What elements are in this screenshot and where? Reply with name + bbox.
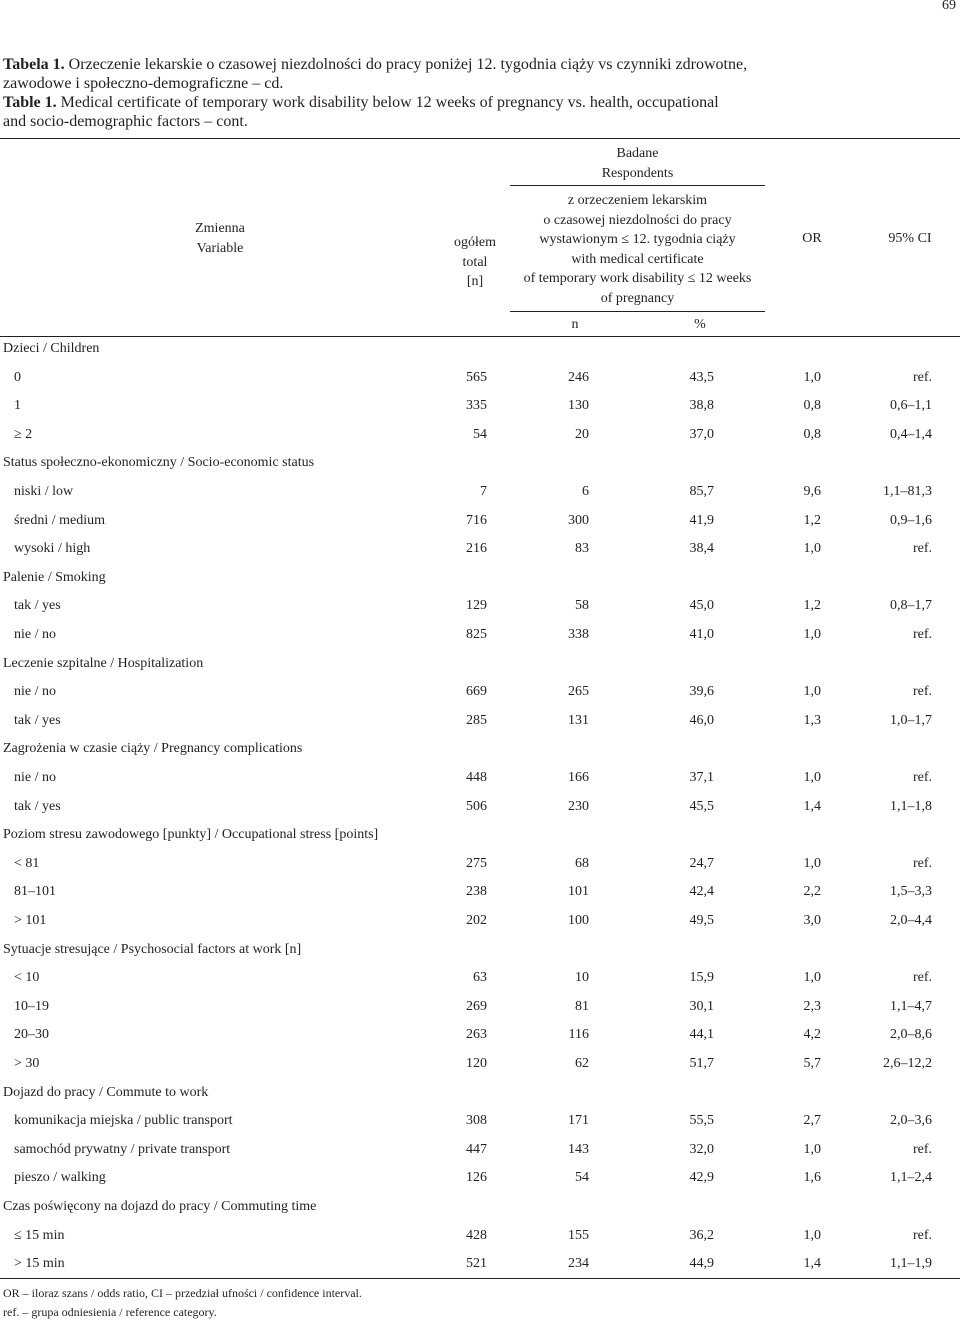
cell-n: 58 (575, 598, 589, 614)
cell-or: 1,0 (803, 627, 821, 642)
caption-en-line2: and socio-demographic factors – cont. (3, 113, 248, 130)
cell-n: 10 (575, 970, 589, 986)
row-label: pieszo / walking (14, 1170, 106, 1186)
cell-ci: 2,0–8,6 (890, 1027, 932, 1043)
cell-total: 335 (466, 398, 487, 414)
cell-or: 1,0 (803, 684, 821, 700)
cell-total: 216 (466, 541, 487, 557)
cell-ci: ref. (912, 1227, 932, 1243)
section-title: Leczenie szpitalne / Hospitalization (3, 655, 204, 671)
cell-ci: 1,1–1,8 (890, 798, 932, 814)
cell-n: 130 (568, 398, 589, 414)
cell-total: 716 (466, 512, 487, 528)
page-number: 69 (942, 0, 956, 13)
cell-pct: 39,6 (689, 684, 714, 700)
cell-n: 246 (568, 369, 589, 385)
cell-ci: ref. (912, 770, 932, 785)
cell-pct: 51,7 (689, 1056, 714, 1071)
cell-pct: 42,9 (689, 1170, 714, 1186)
row-label: < 81 (14, 855, 40, 871)
cell-n: 171 (568, 1113, 589, 1129)
section-title: Palenie / Smoking (3, 569, 106, 585)
section-title: Status społeczno-ekonomiczny / Socio-economic status (3, 455, 315, 471)
cell-total: 238 (466, 884, 487, 900)
header-or: OR (802, 231, 822, 246)
cell-or: 3,0 (803, 913, 821, 928)
cell-total: 428 (466, 1227, 487, 1243)
section-title: Czas poświęcony na dojazd do pracy / Commuting time (3, 1199, 317, 1214)
cell-pct: 44,1 (689, 1027, 714, 1043)
row-label: > 15 min (14, 1256, 65, 1272)
cell-ci: ref. (912, 627, 932, 642)
row-label: ≥ 2 (14, 426, 33, 442)
cell-n: 338 (568, 627, 589, 642)
cell-total: 521 (466, 1256, 487, 1272)
cell-n: 20 (575, 426, 589, 442)
caption-pl-label: Tabela 1. (3, 56, 65, 73)
cell-or: 1,0 (803, 970, 821, 986)
cell-or: 1,0 (803, 855, 821, 871)
cell-pct: 45,0 (689, 598, 714, 614)
cell-n: 131 (568, 712, 589, 728)
cell-or: 1,0 (803, 1227, 821, 1243)
row-label: komunikacja miejska / public transport (14, 1113, 233, 1129)
cell-total: 447 (466, 1141, 487, 1157)
header-percent: % (694, 317, 706, 332)
header-cert-line5: of temporary work disability ≤ 12 weeks (523, 271, 752, 286)
cell-total: 565 (466, 369, 487, 385)
cell-ci: 2,6–12,2 (883, 1056, 932, 1071)
cell-or: 1,0 (803, 369, 821, 385)
header-cert-line1: z orzeczeniem lekarskim (567, 193, 708, 208)
cell-pct: 30,1 (689, 998, 714, 1014)
header-cert-line4: with medical certificate (571, 251, 704, 267)
cell-total: 7 (480, 484, 487, 499)
cell-ci: 0,8–1,7 (890, 598, 932, 614)
table-top-rule (0, 138, 960, 139)
cell-total: 275 (466, 855, 487, 871)
cell-pct: 37,0 (689, 426, 714, 442)
header-cert-line6: of pregnancy (600, 290, 675, 306)
cell-pct: 43,5 (689, 369, 714, 385)
row-label: nie / no (14, 627, 56, 642)
cell-ci: 0,9–1,6 (890, 512, 932, 528)
row-label: 20–30 (14, 1027, 49, 1043)
row-label: 81–101 (14, 884, 56, 900)
cell-total: 126 (466, 1170, 487, 1186)
cell-pct: 24,7 (689, 855, 714, 871)
cell-n: 265 (568, 684, 589, 700)
cell-pct: 45,5 (689, 798, 714, 814)
cell-ci: 1,1–81,3 (883, 484, 932, 499)
caption-pl-text: Orzeczenie lekarskie o czasowej niezdolności do pracy poniżej 12. tygodnia ciąży vs czynniki zdrowotne, (64, 56, 748, 73)
cell-n: 155 (568, 1227, 589, 1243)
section-title: Poziom stresu zawodowego [punkty] / Occupational stress [points] (3, 827, 379, 843)
cell-n: 166 (568, 770, 589, 785)
row-label: < 10 (14, 970, 40, 986)
header-total-unit: [n] (466, 274, 484, 289)
cell-pct: 46,0 (689, 712, 714, 728)
caption-en-label: Table 1. (3, 94, 57, 111)
cell-total: 54 (473, 426, 487, 442)
cell-or: 5,7 (803, 1056, 821, 1071)
cell-or: 2,2 (803, 884, 821, 900)
row-label: 1 (14, 398, 21, 414)
cell-ci: ref. (912, 541, 932, 557)
header-respondents-en: Respondents (601, 165, 674, 181)
header-cert-line3: wystawionym ≤ 12. tygodnia ciąży (539, 232, 736, 247)
cell-n: 101 (568, 884, 589, 900)
header-ci: 95% CI (888, 231, 932, 246)
respondents-rule (510, 185, 765, 186)
footnote-line1: OR – iloraz szans / odds ratio, CI – przedział ufności / confidence interval. (3, 1286, 362, 1300)
cell-pct: 49,5 (689, 913, 714, 928)
row-label: tak / yes (14, 798, 61, 814)
cell-or: 1,0 (803, 541, 821, 557)
section-title: Sytuacje stresujące / Psychosocial factors at work [n] (3, 941, 302, 957)
header-total-en: total (462, 254, 488, 270)
cell-or: 9,6 (803, 484, 821, 499)
row-label: nie / no (14, 684, 56, 700)
header-cert-line2: o czasowej niezdolności do pracy (543, 212, 732, 228)
cell-n: 6 (582, 484, 589, 499)
cell-pct: 41,9 (689, 512, 714, 528)
cell-n: 300 (568, 512, 589, 528)
cell-or: 1,2 (803, 598, 821, 614)
cell-n: 54 (575, 1170, 589, 1186)
table-bottom-rule (0, 1278, 960, 1279)
caption-pl-line2: zawodowe i społeczno-demograficzne – cd. (3, 75, 284, 92)
cell-ci: ref. (912, 1141, 932, 1157)
cell-or: 0,8 (803, 398, 821, 414)
cell-total: 263 (466, 1027, 487, 1043)
cell-ci: ref. (912, 970, 932, 986)
row-label: 0 (14, 369, 21, 385)
row-label: samochód prywatny / private transport (14, 1141, 231, 1157)
row-label: 10–19 (14, 998, 49, 1014)
cell-pct: 42,4 (689, 884, 714, 900)
cell-or: 2,7 (803, 1113, 821, 1129)
cell-total: 63 (473, 970, 487, 986)
cell-n: 143 (568, 1141, 589, 1157)
row-label: tak / yes (14, 598, 61, 614)
cell-ci: 1,1–4,7 (890, 998, 932, 1014)
cell-total: 448 (466, 770, 487, 785)
cell-pct: 15,9 (689, 970, 714, 986)
cell-n: 68 (575, 855, 589, 871)
header-variable (140, 219, 300, 258)
cell-total: 129 (466, 598, 487, 614)
cell-pct: 44,9 (689, 1256, 714, 1272)
header-n: n (571, 317, 579, 332)
cell-total: 202 (466, 913, 487, 928)
row-label: średni / medium (14, 512, 105, 528)
header-variable-pl: Zmienna (195, 221, 245, 236)
cell-or: 4,2 (803, 1027, 821, 1043)
cell-or: 1,0 (803, 770, 821, 785)
cert-rule (510, 311, 765, 312)
section-title: Dzieci / Children (3, 341, 100, 356)
cell-n: 234 (568, 1256, 589, 1272)
cell-pct: 41,0 (689, 627, 714, 642)
cell-ci: 2,0–4,4 (890, 913, 932, 928)
cell-or: 1,4 (803, 1256, 821, 1272)
header-variable-en: Variable (196, 240, 244, 256)
header-respondents-pl: Badane (616, 146, 659, 161)
cell-total: 285 (466, 712, 487, 728)
cell-or: 0,8 (803, 426, 821, 442)
cell-ci: 0,6–1,1 (890, 398, 932, 414)
cell-ci: 1,0–1,7 (890, 712, 932, 728)
caption-en-line1 (3, 93, 719, 112)
row-label: nie / no (14, 770, 56, 785)
cell-total: 825 (466, 627, 487, 642)
section-title: Dojazd do pracy / Commute to work (3, 1084, 209, 1100)
row-label: ≤ 15 min (14, 1227, 65, 1243)
cell-total: 506 (466, 798, 487, 814)
footnote-line2: ref. – grupa odniesienia / reference category. (3, 1305, 217, 1319)
cell-or: 1,2 (803, 512, 821, 528)
cell-pct: 85,7 (689, 484, 714, 499)
cell-or: 1,0 (803, 1141, 821, 1157)
header-bottom-rule (0, 336, 960, 337)
row-label: niski / low (14, 484, 74, 499)
header-total-pl: ogółem (454, 235, 496, 250)
cell-n: 81 (575, 998, 589, 1014)
row-label: wysoki / high (14, 541, 91, 557)
cell-pct: 32,0 (689, 1141, 714, 1157)
cell-ci: ref. (912, 684, 932, 700)
cell-pct: 38,8 (689, 398, 714, 414)
row-label: tak / yes (14, 712, 61, 728)
cell-ci: 1,5–3,3 (890, 884, 932, 900)
cell-pct: 36,2 (689, 1227, 714, 1243)
caption-en-text: Medical certificate of temporary work disability below 12 weeks of pregnancy vs. health, occupational (56, 94, 719, 111)
cell-n: 230 (568, 798, 589, 814)
cell-total: 120 (466, 1056, 487, 1071)
cell-pct: 55,5 (689, 1113, 714, 1129)
cell-ci: 2,0–3,6 (890, 1113, 932, 1129)
cell-ci: 1,1–2,4 (890, 1170, 932, 1186)
cell-or: 1,4 (803, 798, 821, 814)
cell-total: 308 (466, 1113, 487, 1129)
cell-total: 269 (466, 998, 487, 1014)
row-label: > 101 (14, 913, 47, 928)
header-certificate (505, 191, 770, 308)
cell-ci: 1,1–1,9 (890, 1256, 932, 1272)
cell-n: 83 (575, 541, 589, 557)
row-label: > 30 (14, 1056, 40, 1071)
cell-ci: ref. (912, 369, 932, 385)
cell-pct: 37,1 (689, 770, 714, 785)
header-respondents (510, 144, 765, 183)
cell-pct: 38,4 (689, 541, 714, 557)
cell-total: 669 (466, 684, 487, 700)
cell-or: 1,3 (803, 712, 821, 728)
cell-or: 1,6 (803, 1170, 821, 1186)
cell-n: 100 (568, 913, 589, 928)
caption-pl-line1 (3, 55, 747, 74)
cell-or: 2,3 (803, 998, 821, 1014)
cell-n: 62 (575, 1056, 589, 1071)
section-title: Zagrożenia w czasie ciąży / Pregnancy complications (3, 741, 303, 757)
cell-n: 116 (568, 1027, 589, 1043)
cell-ci: ref. (912, 855, 932, 871)
cell-ci: 0,4–1,4 (890, 426, 932, 442)
